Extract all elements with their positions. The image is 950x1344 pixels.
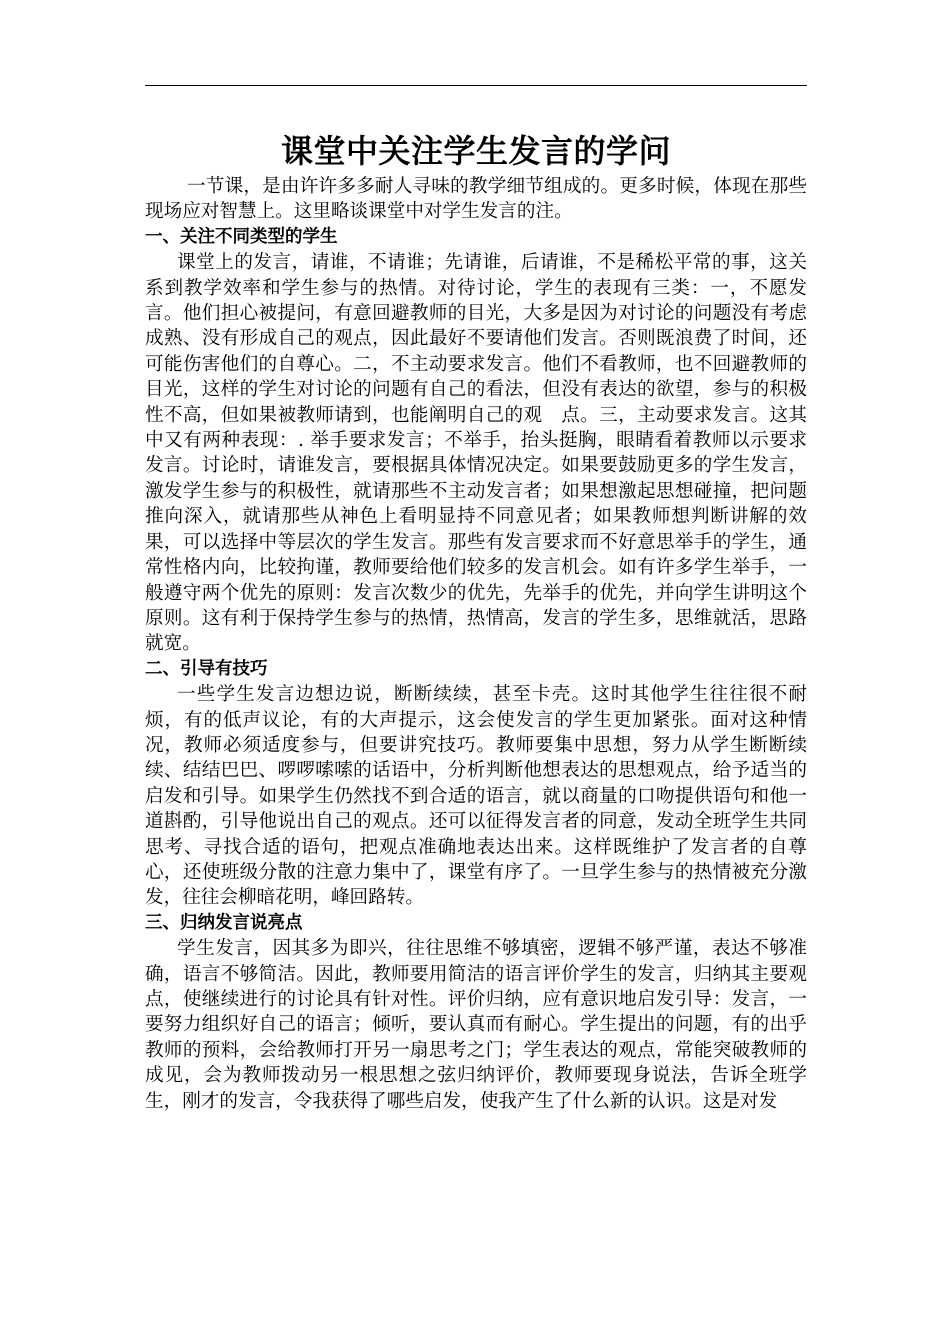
section-heading-1: 一、关注不同类型的学生 <box>145 226 338 247</box>
section-paragraph-3: 学生发言，因其多为即兴，往往思维不够填密，逻辑不够严谨，表达不够准确，语言不够简洁。因此，教师要用简洁的语言评价学生的发言，归纳其主要观点，使继续进行的讨论具有针对性。评价归纳，应有意识地启发引导：发言，一要努力组织好自己的语言；倾听，要认真而有耐心。学生提出的问题，有的出乎教师的预料，会给教师打开另一扇思考之门；学生表达的观点，常能突破教师的成见，会为教师拨动另一根思想之弦归纳评价，教师要现身说法，告诉全班学生，刚才的发言，令我获得了哪些启发，使我产生了什么新的认识。这是对发 <box>145 938 807 1112</box>
header-rule <box>145 85 807 86</box>
intro-paragraph: 一节课，是由许许多多耐人寻味的教学细节组成的。更多时候，体现在那些现场应对智慧上。这里略谈课堂中对学生发言的注。 <box>145 176 807 223</box>
section-paragraph-1: 课堂上的发言，请谁，不请谁；先请谁，后请谁，不是稀松平常的事，这关系到教学效率和学生参与的热情。对待讨论，学生的表现有三类：一，不愿发言。他们担心被提问，有意回避教师的目光，大多是因为对讨论的问题没有考虑成熟、没有形成自己的观点，因此最好不要请他们发言。否则既浪费了时间，还可能伤害他们的自尊心。二，不主动要求发言。他们不看教师，也不回避教师的目光，这样的学生对讨论的问题有自己的看法，但没有表达的欲望，参与的积极性不高，但如果被教师请到，也能阐明自己的观 点。三，主动要求发言。这其中又有两种表现：. 举手要求发言；不举手，抬头挺胸，眼睛看着教师以示要求发言。讨论时，请谁发言，要根据具体情况决定。如果要鼓励更多的学生发言，激发学生参与的积极性，就请那些不主动发言者；如果想激起思想碰撞，把问题推向深入，就请那些从神色上看明显持不同意见者；如果教师想判断讲解的效果，可以选择中等层次的学生发言。那些有发言要求而不好意思举手的学生，通常性格内向，比较拘谨，教师要给他们较多的发言机会。如有许多学生举手，一般遵守两个优先的原则：发言次数少的优先，先举手的优先，并向学生讲明这个原则。这有利于保持学生参与的热情，热情高，发言的学生多，思维就活，思路就宽。 <box>145 252 807 655</box>
section-heading-2: 二、引导有技巧 <box>145 658 268 679</box>
section-heading-3: 三、归纳发言说亮点 <box>145 912 303 933</box>
document-title: 课堂中关注学生发言的学问 <box>280 132 671 170</box>
section-paragraph-2: 一些学生发言边想边说，断断续续，甚至卡壳。这时其他学生往往很不耐烦，有的低声议论，有的大声提示，这会使发言的学生更加紧张。面对这种情况，教师必须适度参与，但要讲究技巧。教师要集中思想，努力从学生断断续续、结结巴巴、啰啰嗦嗦的话语中，分析判断他想表达的思想观点，给予适当的启发和引导。如果学生仍然找不到合适的语言，就以商量的口吻提供语句和他一道斟酌，引导他说出自己的观点。还可以征得发言者的同意，发动全班学生共同思考、寻找合适的语句，把观点准确地表达出来。这样既维护了发言者的自尊心，还使班级分散的注意力集中了，课堂有序了。一旦学生参与的热情被充分激发，往往会柳暗花明，峰回路转。 <box>145 684 807 909</box>
document-body <box>145 128 807 1114</box>
